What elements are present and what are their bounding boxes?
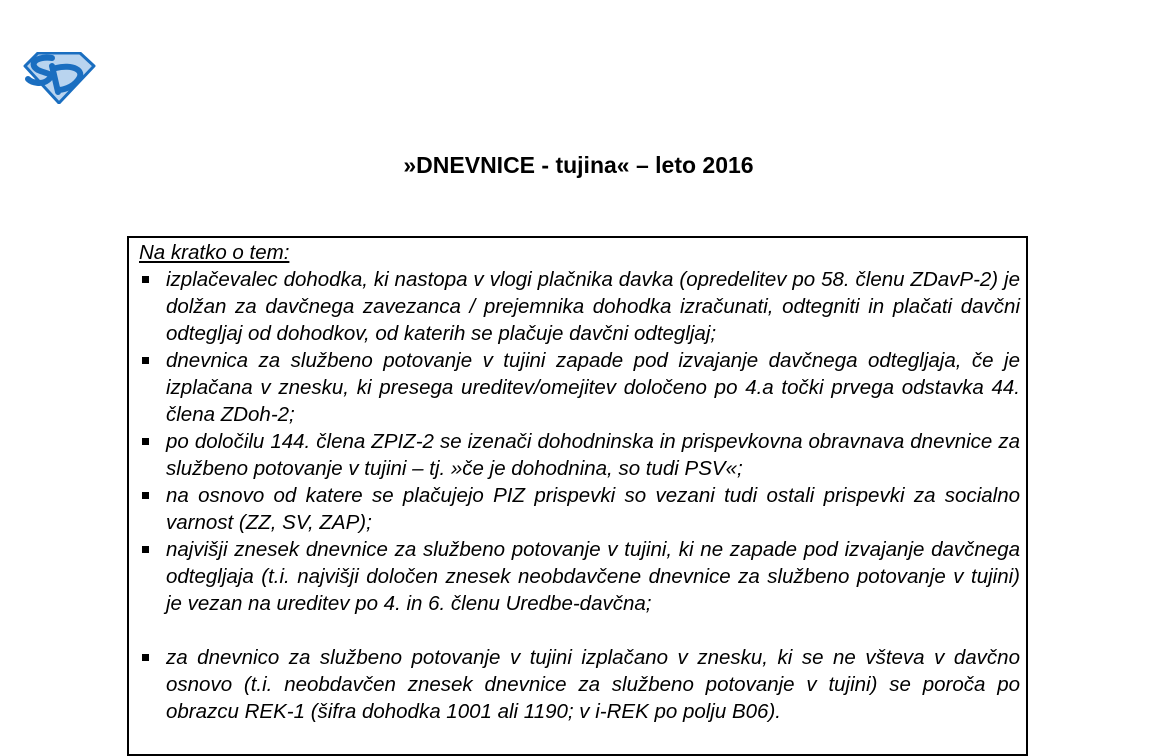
summary-box bbox=[127, 236, 1028, 756]
sd-shield-logo-icon bbox=[22, 52, 96, 104]
list-item-text: najvišji znesek dnevnice za službeno potovanje v tujini, ki ne zapade pod izvajanje davčnega odtegljaja (t.i. najvišji določen znesek neobdavčene dnevnice za službeno potovanje v tujini) je vezan na ureditev po 4. in 6. členu Uredbe-davčna; bbox=[166, 538, 1020, 615]
square-bullet-icon bbox=[142, 492, 149, 499]
square-bullet-icon bbox=[142, 276, 149, 283]
summary-list bbox=[129, 266, 1028, 725]
list-item-text: izplačevalec dohodka, ki nastopa v vlogi plačnika davka (opredelitev po 58. členu ZDavP-2) je dolžan za davčnega zavezanca / prejemnika dohodka izračunati, odtegniti in plačati davčni odtegljaj od dohodkov, od katerih se plačuje davčni odtegljaj; bbox=[166, 268, 1020, 345]
page-title: »DNEVNICE - tujina« – leto 2016 bbox=[403, 152, 754, 178]
list-item bbox=[129, 482, 1028, 536]
company-logo bbox=[22, 52, 96, 104]
square-bullet-icon bbox=[142, 438, 149, 445]
list-item bbox=[129, 347, 1028, 428]
list-item-text: po določilu 144. člena ZPIZ-2 se izenači dohodninska in prispevkovna obravnava dnevnice za službeno potovanje v tujini – tj. »če je dohodnina, so tudi PSV«; bbox=[166, 430, 1020, 480]
list-item-text: dnevnica za službeno potovanje v tujini zapade pod izvajanje davčnega odtegljaja, če je izplačana v znesku, ki presega ureditev/omejitev določeno po 4.a točki prvega odstavka 44. člena ZDoh-2; bbox=[166, 349, 1020, 426]
summary-heading: Na kratko o tem: bbox=[139, 241, 290, 264]
list-item bbox=[129, 266, 1028, 347]
square-bullet-icon bbox=[142, 546, 149, 553]
list-item bbox=[129, 428, 1028, 482]
list-item-text: za dnevnico za službeno potovanje v tujini izplačano v znesku, ki se ne všteva v davčno osnovo (t.i. neobdavčen znesek dnevnice za službeno potovanje v tujini) se poroča po obrazcu REK-1 (šifra dohodka 1001 ali 1190; v i-REK po polju B06). bbox=[166, 646, 1020, 723]
square-bullet-icon bbox=[142, 357, 149, 364]
list-item bbox=[129, 536, 1028, 617]
list-item-text: na osnovo od katere se plačujejo PIZ prispevki so vezani tudi ostali prispevki za socialno varnost (ZZ, SV, ZAP); bbox=[166, 484, 1020, 534]
square-bullet-icon bbox=[142, 654, 149, 661]
list-item bbox=[129, 644, 1028, 725]
